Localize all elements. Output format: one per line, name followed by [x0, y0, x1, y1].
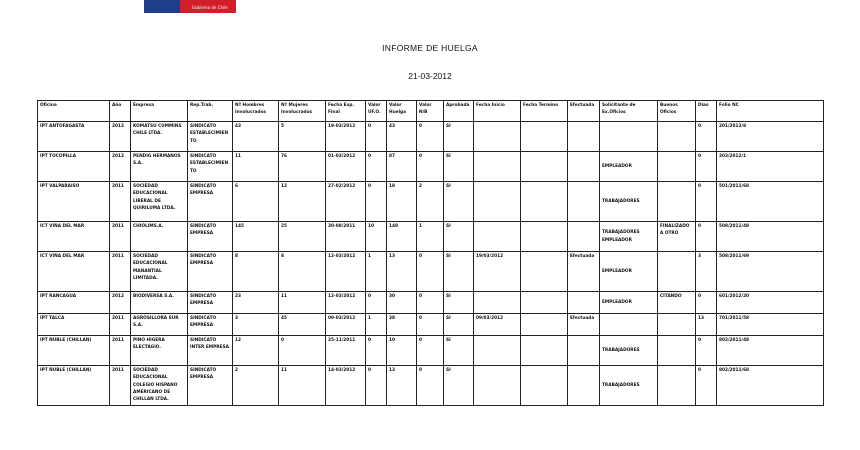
table-cell — [474, 182, 521, 222]
table-cell: SI — [444, 182, 474, 222]
table-cell — [658, 314, 696, 336]
table-cell: 43 — [233, 122, 279, 152]
table-cell: EMPLEADOR — [600, 152, 658, 182]
table-cell: 0 — [696, 292, 717, 314]
table-cell: 8 — [233, 252, 279, 292]
table-cell: 12 — [233, 336, 279, 366]
table-row — [38, 292, 824, 314]
table-row — [38, 182, 824, 222]
table-cell: 0 — [366, 292, 387, 314]
table-cell: 0 — [366, 152, 387, 182]
column-header: Valor UF.O. — [366, 101, 387, 122]
table-cell: 1 — [366, 314, 387, 336]
table-cell: 2012 — [110, 122, 131, 152]
table-cell: 0 — [417, 252, 444, 292]
table-cell: EMPLEADOR — [600, 252, 658, 292]
table-cell: 3 — [233, 314, 279, 336]
table-cell: SINDICATO EMPRESA — [188, 182, 233, 222]
table-cell: KOMATSU CUMMINS CHILE LTDA. — [131, 122, 188, 152]
table-cell: CITANDO — [658, 292, 696, 314]
table-cell: 10 — [387, 336, 417, 366]
table-cell: BIODIVERSA S.A. — [131, 292, 188, 314]
table-cell: 508/2011/48 — [717, 222, 824, 252]
table-cell: IPT ÑUBLE (CHILLAN) — [38, 336, 110, 366]
column-header: Solicitante de Ex.Oficios — [600, 101, 658, 122]
column-header: Fecha Termino — [521, 101, 568, 122]
table-cell: SOCIEDAD EDUCACIONAL LIBERAL DE QUIRILUMA LTDA. — [131, 182, 188, 222]
table-cell: 09-03/2012 — [326, 314, 366, 336]
table-cell: 508/2011/69 — [717, 252, 824, 292]
table-cell: SI — [444, 252, 474, 292]
table-cell: ICT VIÑA DEL MAR — [38, 222, 110, 252]
table-cell — [474, 122, 521, 152]
table-cell: 25 — [279, 222, 326, 252]
table-cell — [474, 152, 521, 182]
table-cell — [521, 152, 568, 182]
table-cell: EMPLEADOR — [600, 292, 658, 314]
table-cell — [568, 222, 600, 252]
column-header: Días — [696, 101, 717, 122]
table-cell: IPT ÑUBLE (CHILLAN) — [38, 366, 110, 406]
table-cell: 1 — [366, 252, 387, 292]
table-cell: 19-03/2012 — [326, 122, 366, 152]
table-cell: 23 — [233, 292, 279, 314]
table-cell: IPT TOCOPILLA — [38, 152, 110, 182]
table-cell: 01-03/2012 — [326, 152, 366, 182]
table-cell — [521, 122, 568, 152]
table-cell: SI — [444, 152, 474, 182]
column-header: Fecha Exp. Final — [326, 101, 366, 122]
table-cell: TRABAJADORES — [600, 182, 658, 222]
table-cell: PINO HIGERA ELECTAGIO. — [131, 336, 188, 366]
table-row — [38, 366, 824, 406]
table-cell: 701/2011/58 — [717, 314, 824, 336]
table-cell: 601/2012/20 — [717, 292, 824, 314]
table-row — [38, 122, 824, 152]
table-cell — [658, 152, 696, 182]
logo-text: Gobierno de Chile — [192, 5, 228, 10]
table-cell: 0 — [417, 314, 444, 336]
table-cell — [658, 122, 696, 152]
table-cell — [474, 366, 521, 406]
column-header: Nº Hombres Involucrados — [233, 101, 279, 122]
table-cell: IPT VALPARAISO — [38, 182, 110, 222]
table-cell — [568, 366, 600, 406]
table-cell: 2 — [233, 366, 279, 406]
table-cell: Efectuada — [568, 314, 600, 336]
table-cell: 12-03/2012 — [326, 292, 366, 314]
table-cell: 0 — [417, 336, 444, 366]
table-cell: PENDIG HERMANOS S.A. — [131, 152, 188, 182]
table-cell: 30-08/2011 — [326, 222, 366, 252]
column-header: Folio NC — [717, 101, 824, 122]
column-header: Buenos Oficios — [658, 101, 696, 122]
column-header: Rep.Trab. — [188, 101, 233, 122]
column-header: Nº Mujeres Involucrados — [279, 101, 326, 122]
table-cell: SI — [444, 292, 474, 314]
table-cell: SINDICATO EMPRESA — [188, 222, 233, 252]
table-cell: 0 — [696, 152, 717, 182]
table-cell: SI — [444, 336, 474, 366]
table-cell: 76 — [279, 152, 326, 182]
table-cell — [568, 292, 600, 314]
table-cell — [521, 336, 568, 366]
table-cell: 0 — [696, 336, 717, 366]
table-cell: 802/2011/68 — [717, 366, 824, 406]
table-cell: 14-03/2012 — [326, 366, 366, 406]
table-cell: 0 — [366, 336, 387, 366]
column-header: Fecha Inicio — [474, 101, 521, 122]
table-cell: 148 — [387, 222, 417, 252]
table-cell: 27-02/2012 — [326, 182, 366, 222]
table-row — [38, 222, 824, 252]
table-cell: SI — [444, 222, 474, 252]
table-cell — [521, 222, 568, 252]
table-cell — [521, 252, 568, 292]
table-cell: 11 — [279, 292, 326, 314]
table-cell: SINDICATO INTER EMPRESA — [188, 336, 233, 366]
table-cell: 2012 — [110, 152, 131, 182]
table-cell: 0 — [417, 152, 444, 182]
table-row — [38, 252, 824, 292]
table-row — [38, 336, 824, 366]
table-cell: SOCIEDAD EDUCACIONAL MANANTIAL LIMITADA. — [131, 252, 188, 292]
table-cell — [521, 182, 568, 222]
table-cell: 145 — [233, 222, 279, 252]
report-date: 21-03-2012 — [408, 71, 452, 81]
table-cell: 3 — [696, 252, 717, 292]
table-cell — [568, 122, 600, 152]
table-cell — [568, 152, 600, 182]
table-cell: 13 — [387, 252, 417, 292]
table-cell: 0 — [696, 366, 717, 406]
table-cell — [474, 336, 521, 366]
table-cell: 09/03/2012 — [474, 314, 521, 336]
table-cell: 0 — [366, 366, 387, 406]
column-header: Valor N/B — [417, 101, 444, 122]
table-cell: 802/2011/48 — [717, 336, 824, 366]
column-header: Año — [110, 101, 131, 122]
table-cell: 0 — [417, 292, 444, 314]
table-cell — [474, 292, 521, 314]
table-row — [38, 152, 824, 182]
logo-blue-block — [144, 0, 180, 13]
column-header: Valor Huelga — [387, 101, 417, 122]
gobierno-logo — [144, 0, 236, 13]
table-cell: 2011 — [110, 314, 131, 336]
table-cell: ICT VIÑA DEL MAR — [38, 252, 110, 292]
table-cell — [658, 366, 696, 406]
table-cell: 2011 — [110, 336, 131, 366]
column-header: Oficina — [38, 101, 110, 122]
table-cell — [521, 314, 568, 336]
table-row — [38, 314, 824, 336]
table-cell: 19/03/2012 — [474, 252, 521, 292]
column-header: Empresa — [131, 101, 188, 122]
strike-report-table — [37, 100, 824, 406]
table-cell: 0 — [417, 122, 444, 152]
table-cell: 87 — [387, 152, 417, 182]
table-cell: IPT ANTOFAGASTA — [38, 122, 110, 152]
table-cell: 2 — [417, 182, 444, 222]
table-cell: Efectuada — [568, 252, 600, 292]
table-cell: 2011 — [110, 182, 131, 222]
table-cell — [658, 336, 696, 366]
column-header: Aprobada — [444, 101, 474, 122]
table-header-row — [38, 101, 824, 122]
table-cell: 2012 — [110, 292, 131, 314]
table-cell: 0 — [366, 182, 387, 222]
table-cell — [568, 336, 600, 366]
table-cell — [658, 252, 696, 292]
table-cell: TRABAJADORES — [600, 366, 658, 406]
table-cell: SINDICATO EMPRESA — [188, 314, 233, 336]
table-cell: 2011 — [110, 252, 131, 292]
table-cell: TRABAJADORES EMPLEADOR — [600, 222, 658, 252]
table-cell — [658, 182, 696, 222]
table-cell: 1 — [417, 222, 444, 252]
table-cell: 0 — [696, 182, 717, 222]
table-cell: SINDICATO EMPRESA — [188, 292, 233, 314]
table-cell: SI — [444, 366, 474, 406]
table-cell: SOCIEDAD EDUCACIONAL COLEGIO HISPANO AMERICANO DE CHILLAN LTDA. — [131, 366, 188, 406]
table-cell: 203/2012/1 — [717, 152, 824, 182]
table-cell: 45 — [279, 314, 326, 336]
table-cell: 0 — [366, 122, 387, 152]
table-cell — [600, 314, 658, 336]
table-cell: 11 — [233, 152, 279, 182]
table-cell — [521, 366, 568, 406]
table-cell: 30 — [387, 292, 417, 314]
table-cell: TRABAJADORES — [600, 336, 658, 366]
table-cell: 0 — [696, 222, 717, 252]
table-cell: 13 — [387, 366, 417, 406]
table-cell: 6 — [233, 182, 279, 222]
table-cell: 0 — [279, 336, 326, 366]
table-cell: AGROSILLORA SUR S.A. — [131, 314, 188, 336]
table-cell: 501/2011/68 — [717, 182, 824, 222]
table-cell: 2011 — [110, 222, 131, 252]
table-cell: 11 — [279, 366, 326, 406]
table-cell: IPT TALCA — [38, 314, 110, 336]
table-cell — [474, 222, 521, 252]
table-cell: 5 — [279, 122, 326, 152]
table-cell: SINDICATO ESTABLECIMIENTO — [188, 122, 233, 152]
table-cell: 10 — [366, 222, 387, 252]
table-cell: CHIOLIMS.A. — [131, 222, 188, 252]
table-cell: 0 — [696, 122, 717, 152]
table-cell: 25-11/2011 — [326, 336, 366, 366]
table-cell: SI — [444, 122, 474, 152]
table-cell: SINDICATO ESTABLECIMIENTO — [188, 152, 233, 182]
table-cell: 0 — [417, 366, 444, 406]
table-body — [38, 122, 824, 406]
table-cell: SINDICATO EMPRESA — [188, 366, 233, 406]
report-title: INFORME DE HUELGA — [382, 43, 478, 53]
table-cell: 201/2012/8 — [717, 122, 824, 152]
table-cell: 8 — [279, 252, 326, 292]
table-cell — [568, 182, 600, 222]
table-cell: 38 — [387, 314, 417, 336]
table-cell: 12-03/2012 — [326, 252, 366, 292]
table-cell: 43 — [387, 122, 417, 152]
table-cell — [600, 122, 658, 152]
table-cell: 12 — [279, 182, 326, 222]
table-cell: 2011 — [110, 366, 131, 406]
table-cell: 13 — [696, 314, 717, 336]
table-cell: IPT RANCAGUA — [38, 292, 110, 314]
column-header: Efectuada — [568, 101, 600, 122]
table-cell: 18 — [387, 182, 417, 222]
table-cell: FINALIZADO A OTRO — [658, 222, 696, 252]
table-cell: SINDICATO EMPRESA — [188, 252, 233, 292]
table-cell — [521, 292, 568, 314]
table-cell: SI — [444, 314, 474, 336]
